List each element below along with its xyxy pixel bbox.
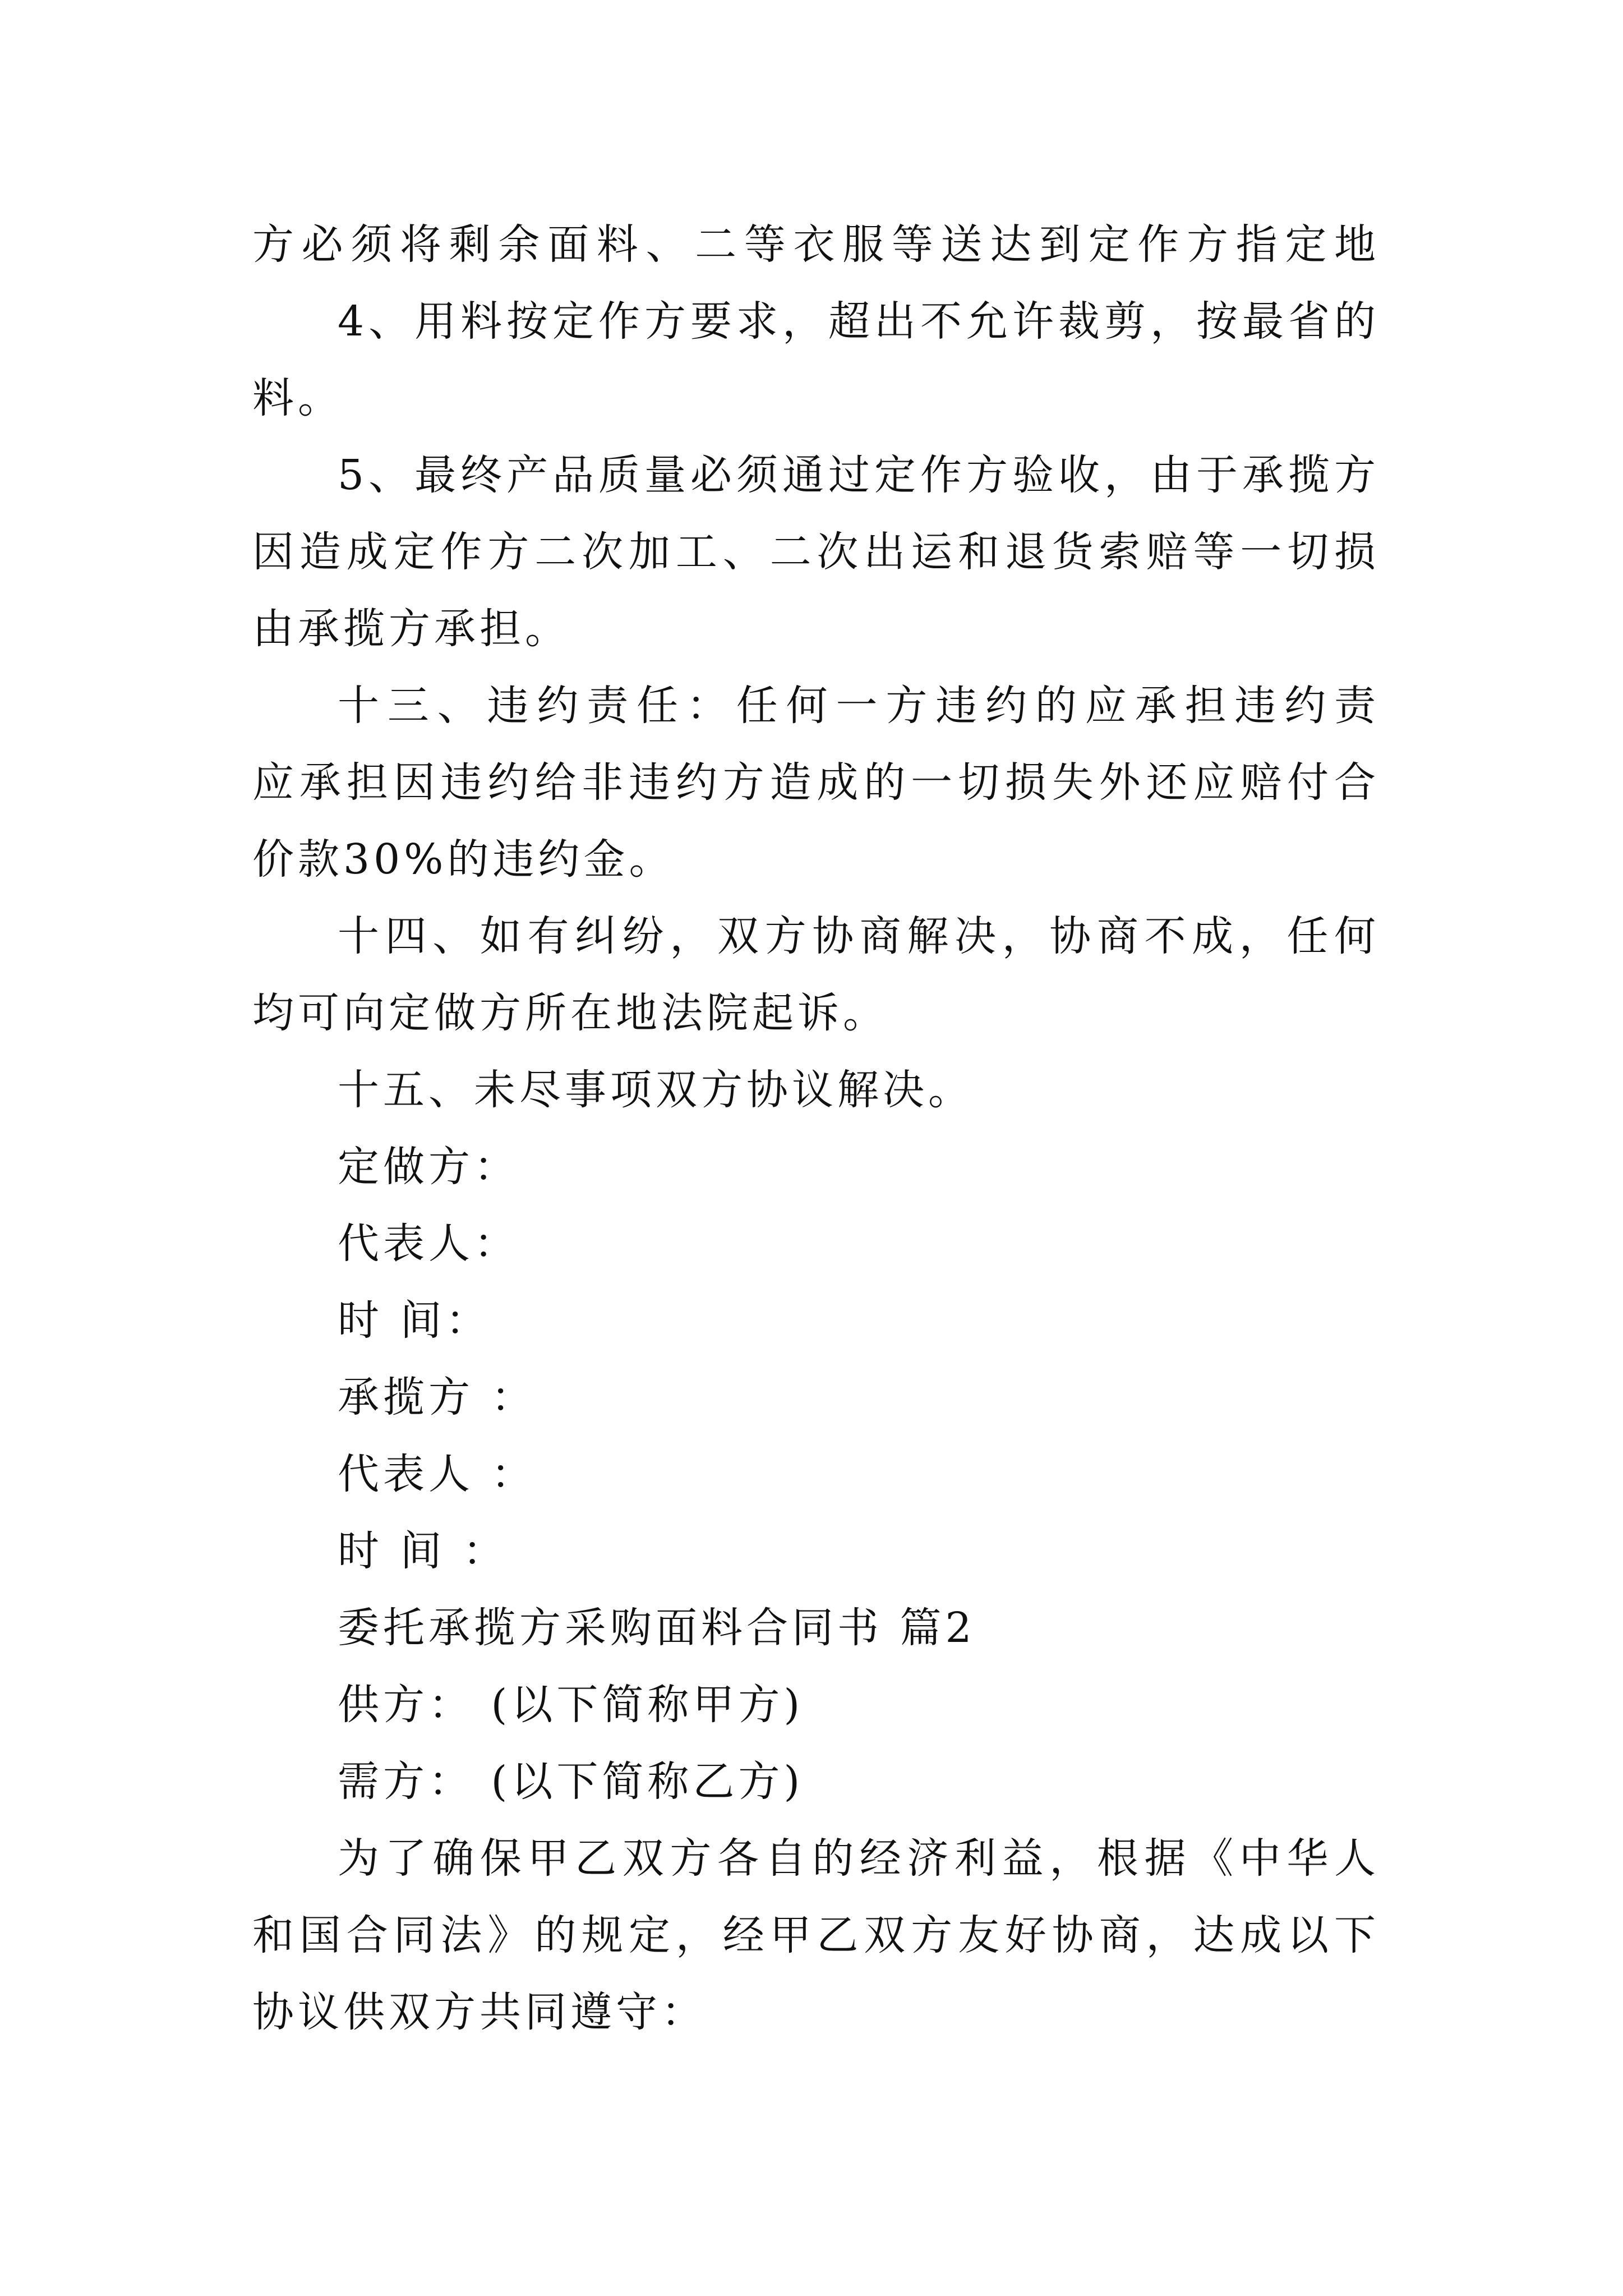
text-line: 应承担因违约给非违约方造成的一切损失外还应赔付合	[252, 758, 1380, 807]
signature-label: 时 间 ：	[338, 1527, 509, 1575]
text-line: 因造成定作方二次加工、二次出运和退货索赔等一切损	[252, 528, 1380, 576]
text-line: 价款30%的违约金。	[252, 835, 675, 884]
text-line: 协议供双方共同遵守：	[252, 1988, 707, 2036]
text-line: 为了确保甲乙双方各自的经济利益，根据《中华人	[338, 1834, 1380, 1883]
text-line: 方必须将剩余面料、二等衣服等送达到定作方指定地	[252, 220, 1380, 269]
signature-label: 定做方：	[338, 1143, 519, 1191]
text-line: 料。	[252, 374, 343, 422]
text-line: 由承揽方承担。	[252, 605, 570, 653]
text-line: 4、用料按定作方要求，超出不允许裁剪，按最省的	[338, 297, 1380, 346]
party-label: 供方： (以下简称甲方)	[338, 1681, 804, 1729]
signature-label: 承揽方 ：	[338, 1373, 537, 1421]
text-line: 和国合同法》的规定，经甲乙双方友好协商，达成以下	[252, 1911, 1380, 1959]
party-label: 需方： (以下简称乙方)	[338, 1757, 804, 1806]
signature-label: 时 间：	[338, 1296, 491, 1345]
signature-label: 代表人 ：	[338, 1450, 537, 1498]
section-heading: 委托承揽方采购面料合同书 篇2	[338, 1604, 976, 1652]
text-line: 十三、违约责任：任何一方违约的应承担违约责	[338, 682, 1380, 730]
text-line: 十五、未尽事项双方协议解决。	[338, 1066, 974, 1114]
document-body	[252, 206, 1380, 2051]
text-line: 5、最终产品质量必须通过定作方验收，由于承揽方	[338, 451, 1380, 499]
text-line: 十四、如有纠纷，双方协商解决，协商不成，任何	[338, 912, 1380, 960]
signature-label: 代表人：	[338, 1220, 519, 1268]
text-line: 均可向定做方所在地法院起诉。	[252, 989, 888, 1037]
